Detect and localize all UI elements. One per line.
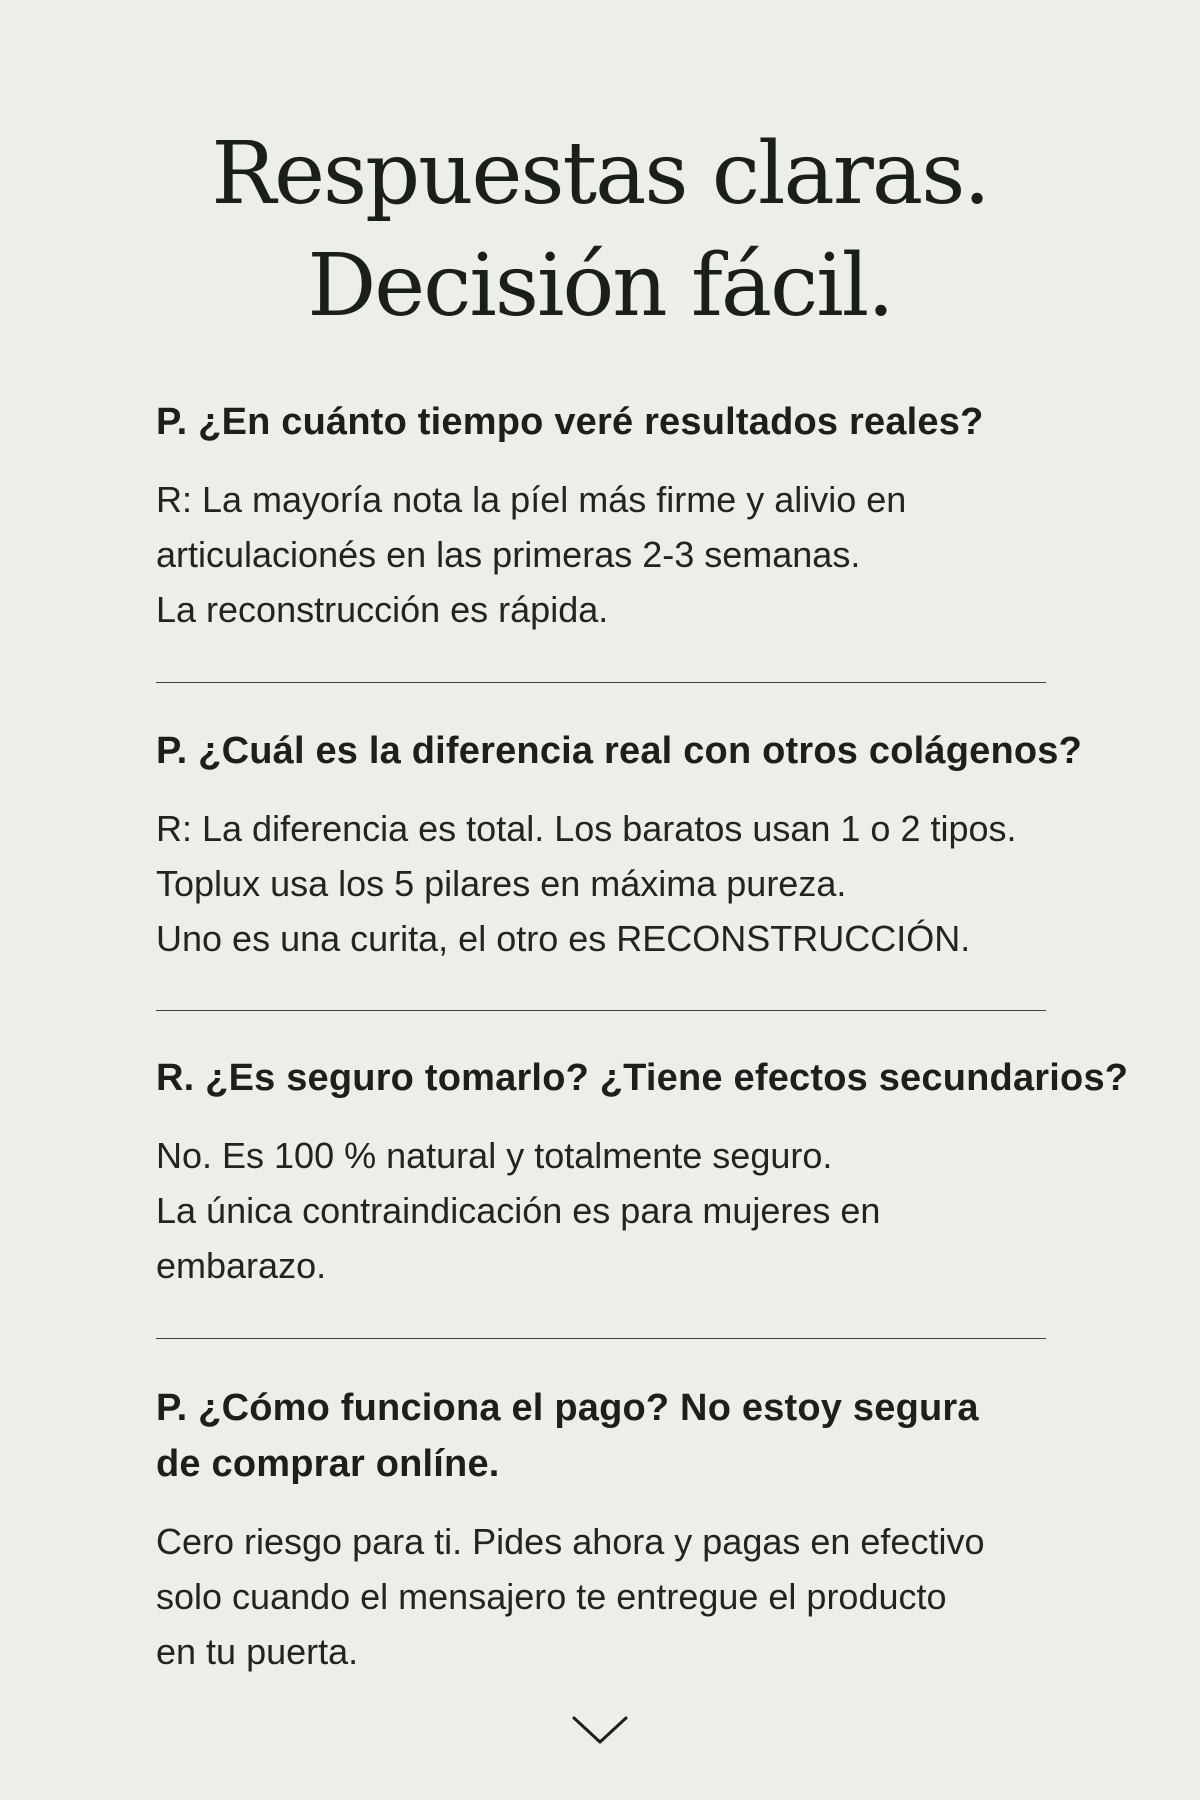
faq-question (156, 1380, 1056, 1492)
faq-item-payment (156, 1380, 1056, 1679)
faq-question (156, 723, 1083, 779)
faq-question-line: P. ¿En cuánto tiempo veré resultados reales? (156, 401, 984, 443)
faq-item-results-time (156, 394, 1056, 637)
faq-answer-line: No. Es 100 % natural y totalmente seguro. (156, 1135, 833, 1176)
faq-question-line: P. ¿Cuál es la diferencia real con otros colágenos? (156, 730, 1083, 772)
page-title-line-1: Respuestas claras. (211, 124, 989, 224)
faq-item-difference (156, 723, 1083, 966)
faq-answer-line: Toplux usa los 5 pilares en máxima pureza. (156, 863, 847, 904)
faq-answer (156, 1128, 1056, 1293)
page-title (0, 118, 1200, 342)
faq-question (156, 1050, 1129, 1106)
faq-divider (156, 1338, 1046, 1339)
faq-answer (156, 801, 1056, 966)
faq-answer-line: Cero riesgo para ti. Pides ahora y pagas en efectivo (156, 1521, 985, 1562)
faq-divider (156, 1010, 1046, 1011)
faq-answer (156, 472, 1056, 637)
faq-divider (156, 682, 1046, 683)
faq-question (156, 394, 1056, 450)
faq-answer-line: embarazo. (156, 1245, 327, 1286)
faq-answer-line: R: La diferencia es total. Los baratos usan 1 o 2 tipos. (156, 808, 1017, 849)
faq-question-line: R. ¿Es seguro tomarlo? ¿Tiene efectos secundarios? (156, 1057, 1129, 1099)
chevron-down-icon[interactable] (570, 1712, 630, 1748)
page-title-line-2: Decisión fácil. (307, 236, 893, 336)
faq-answer-line: en tu puerta. (156, 1631, 359, 1672)
faq-answer-line: La reconstrucción es rápida. (156, 589, 609, 630)
faq-answer-line: Uno es una curita, el otro es RECONSTRUCCIÓN. (156, 918, 971, 959)
faq-answer-line: articulacionés en las primeras 2-3 semanas. (156, 534, 861, 575)
faq-answer-line: R: La mayoría nota la píel más firme y alivio en (156, 479, 907, 520)
faq-answer (156, 1514, 1056, 1679)
faq-question-line: P. ¿Cómo funciona el pago? No estoy segura (156, 1387, 979, 1429)
faq-answer-line: La única contraindicación es para mujeres en (156, 1190, 881, 1231)
faq-question-line: de comprar onlíne. (156, 1443, 500, 1485)
faq-item-safety (156, 1050, 1129, 1293)
faq-answer-line: solo cuando el mensajero te entregue el producto (156, 1576, 947, 1617)
